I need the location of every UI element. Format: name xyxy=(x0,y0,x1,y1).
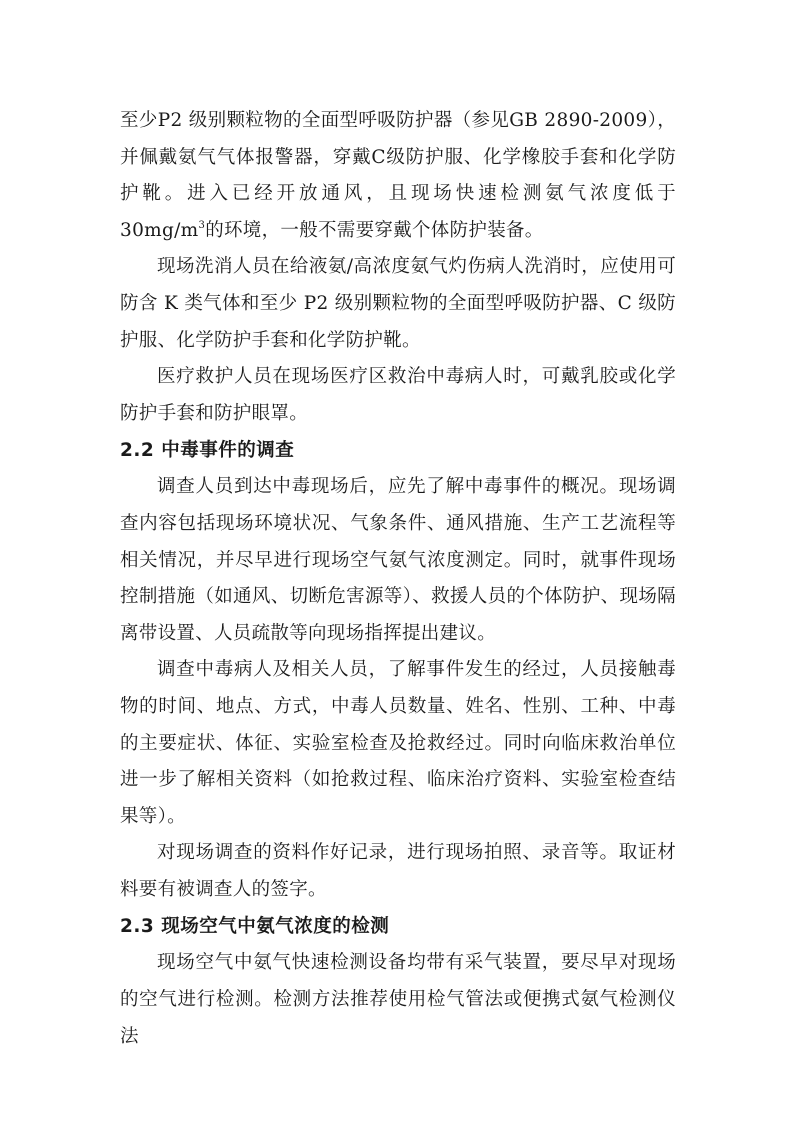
paragraph-protection-gear xyxy=(120,103,676,249)
section-heading-investigation: 2.2 中毒事件的调查 xyxy=(120,440,295,462)
paragraph-medical-rescue: 医疗救护人员在现场医疗区救治中毒病人时，可戴乳胶或化学防护手套和防护眼罩。 xyxy=(120,366,676,424)
paragraph-decontamination-staff: 现场洗消人员在给液氨/高浓度氨气灼伤病人洗消时，应使用可防含 K 类气体和至少 P2 级别颗粒物的全面型呼吸防护器、C 级防护服、化学防护手套和化学防护靴。 xyxy=(120,256,676,351)
paragraph-investigation-overview: 调查人员到达中毒现场后，应先了解中毒事件的概况。现场调查内容包括现场环境状况、气象条件、通风措施、生产工艺流程等相关情况，并尽早进行现场空气氨气浓度测定。同时，就事件现场控制措施（如通风、切断危害源等）、救援人员的个体防护、现场隔离带设置、人员疏散等向现场指挥提出建议。 xyxy=(120,476,676,644)
superscript-cubic: 3 xyxy=(198,219,206,231)
paragraph-investigation-records: 对现场调查的资料作好记录，进行现场拍照、录音等。取证材料要有被调查人的签字。 xyxy=(120,842,676,900)
paragraph-air-detection: 现场空气中氨气快速检测设备均带有采气装置，要尽早对现场的空气进行检测。检测方法推荐使用检气管法或便携式氨气检测仪法 xyxy=(120,952,676,1047)
document-body xyxy=(120,103,676,1055)
section-heading-air-detection: 2.3 现场空气中氨气浓度的检测 xyxy=(120,916,390,938)
paragraph-protection-gear-text-end: 的环境，一般不需要穿戴个体防护装备。 xyxy=(205,219,544,241)
paragraph-protection-gear-text: 至少P2 级别颗粒物的全面型呼吸防护器（参见GB 2890-2009），并佩戴氨气气体报警器，穿戴C级防护服、化学橡胶手套和化学防护靴。进入已经开放通风，且现场快速检测氨气浓度低于 30mg/m xyxy=(120,110,676,241)
paragraph-investigation-patients: 调查中毒病人及相关人员，了解事件发生的经过，人员接触毒物的时间、地点、方式，中毒人员数量、姓名、性别、工种、中毒的主要症状、体征、实验室检查及抢救经过。同时向临床救治单位进一步了解相关资料（如抢救过程、临床治疗资料、实验室检查结果等）。 xyxy=(120,659,676,827)
